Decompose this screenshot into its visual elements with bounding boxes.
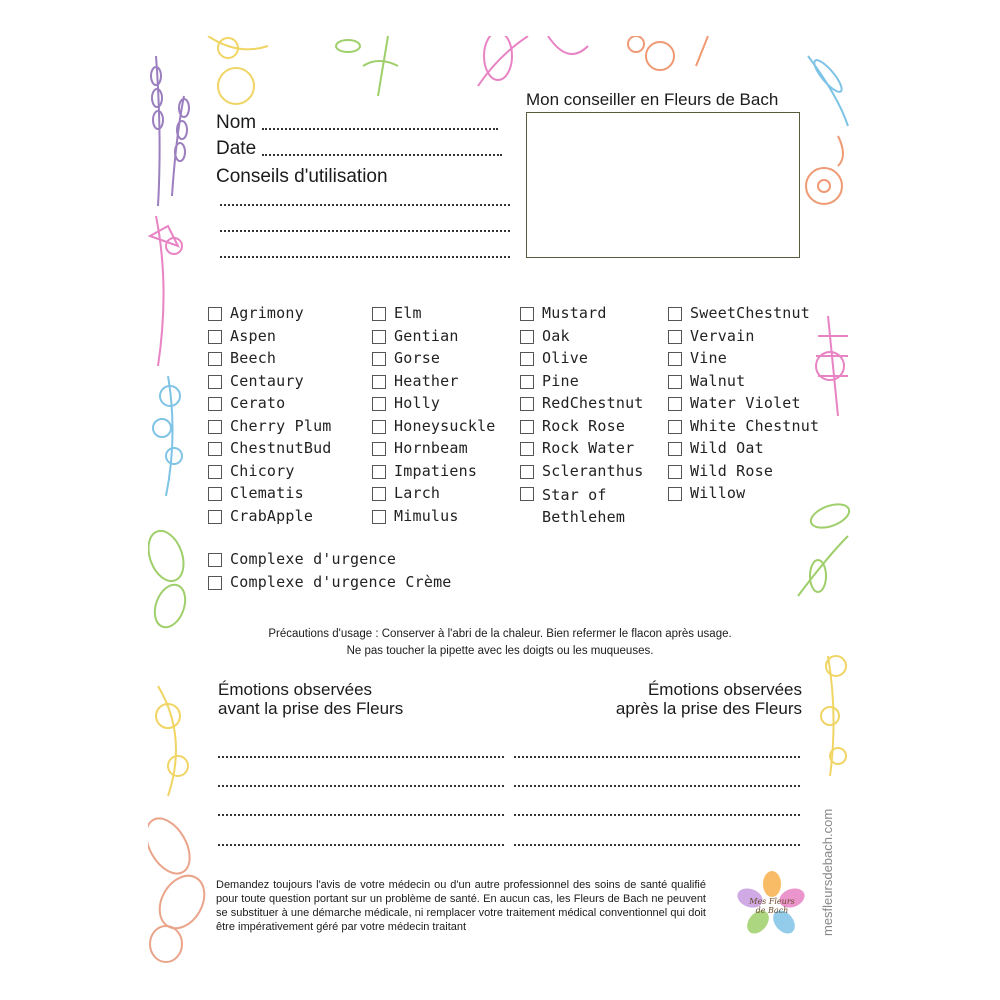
usage-label: Conseils d'utilisation bbox=[216, 166, 388, 187]
flower-sprig-icon bbox=[150, 216, 182, 366]
flower-holly[interactable]: Holly bbox=[372, 394, 496, 417]
checkbox[interactable] bbox=[208, 465, 222, 479]
checkbox[interactable] bbox=[668, 330, 682, 344]
checkbox[interactable] bbox=[668, 442, 682, 456]
checkbox[interactable] bbox=[372, 397, 386, 411]
flower-column-3 bbox=[520, 304, 644, 528]
flower-honeysuckle[interactable]: Honeysuckle bbox=[372, 417, 496, 440]
flower-cherry-plum[interactable]: Cherry Plum bbox=[208, 417, 332, 440]
flower-mustard[interactable]: Mustard bbox=[520, 304, 644, 327]
flower-rock-water[interactable]: Rock Water bbox=[520, 439, 644, 462]
usage-heading bbox=[216, 166, 388, 188]
flower-sweet-chestnut[interactable]: SweetChestnut bbox=[668, 304, 819, 327]
flower-chestnut-bud[interactable]: ChestnutBud bbox=[208, 439, 332, 462]
emotions-after-line[interactable] bbox=[514, 785, 800, 787]
checkbox[interactable] bbox=[372, 307, 386, 321]
advisor-stamp-box[interactable] bbox=[526, 112, 800, 258]
flower-chicory[interactable]: Chicory bbox=[208, 462, 332, 485]
checkbox[interactable] bbox=[520, 397, 534, 411]
flower-pine[interactable]: Pine bbox=[520, 372, 644, 395]
checkbox[interactable] bbox=[372, 442, 386, 456]
flower-clematis[interactable]: Clematis bbox=[208, 484, 332, 507]
flower-olive[interactable]: Olive bbox=[520, 349, 644, 372]
checkbox[interactable] bbox=[372, 352, 386, 366]
flower-sprig-icon bbox=[336, 36, 398, 96]
advisor-title: Mon conseiller en Fleurs de Bach bbox=[526, 90, 779, 109]
date-label: Date bbox=[216, 138, 257, 159]
flower-impatiens[interactable]: Impatiens bbox=[372, 462, 496, 485]
flower-elm[interactable]: Elm bbox=[372, 304, 496, 327]
checkbox[interactable] bbox=[520, 352, 534, 366]
flower-sprig-icon bbox=[153, 376, 182, 496]
flower-sprig-icon bbox=[816, 316, 848, 416]
checkbox[interactable] bbox=[208, 330, 222, 344]
flower-hornbeam[interactable]: Hornbeam bbox=[372, 439, 496, 462]
checkbox[interactable] bbox=[520, 465, 534, 479]
flower-larch[interactable]: Larch bbox=[372, 484, 496, 507]
logo-text-line-1: Mes Fleurs bbox=[749, 897, 795, 906]
flower-column-4 bbox=[668, 304, 819, 507]
flower-sprig-icon bbox=[478, 36, 588, 86]
emotions-before-line[interactable] bbox=[218, 814, 504, 816]
flower-water-violet[interactable]: Water Violet bbox=[668, 394, 819, 417]
checkbox[interactable] bbox=[668, 465, 682, 479]
checkbox[interactable] bbox=[372, 420, 386, 434]
flower-sprig-icon bbox=[808, 56, 848, 126]
checkbox[interactable] bbox=[208, 487, 222, 501]
checkbox[interactable] bbox=[208, 510, 222, 524]
checkbox[interactable] bbox=[520, 487, 534, 501]
usage-line-1[interactable] bbox=[220, 204, 510, 206]
name-field[interactable] bbox=[216, 112, 498, 134]
name-line[interactable] bbox=[262, 127, 498, 130]
flower-sprig-icon bbox=[156, 686, 188, 796]
checkbox[interactable] bbox=[520, 420, 534, 434]
flower-column-2 bbox=[372, 304, 496, 529]
flower-star-of-bethlehem[interactable]: Star of Bethlehem bbox=[520, 484, 620, 528]
flower-mimulus[interactable]: Mimulus bbox=[372, 507, 496, 530]
lavender-icon bbox=[151, 56, 189, 206]
flower-white-chestnut[interactable]: White Chestnut bbox=[668, 417, 819, 440]
flower-sprig-icon bbox=[806, 136, 843, 204]
checkbox[interactable] bbox=[208, 375, 222, 389]
flower-heather[interactable]: Heather bbox=[372, 372, 496, 395]
precautions-notice bbox=[148, 626, 852, 660]
urgent-complex-cream[interactable]: Complexe d'urgence Crème bbox=[208, 573, 452, 596]
flower-crab-apple[interactable]: CrabApple bbox=[208, 507, 332, 530]
checkbox[interactable] bbox=[208, 352, 222, 366]
checkbox[interactable] bbox=[520, 375, 534, 389]
emotions-after-line[interactable] bbox=[514, 756, 800, 758]
flower-vervain[interactable]: Vervain bbox=[668, 327, 819, 350]
logo-text-line-2: de Bach bbox=[755, 906, 789, 915]
emotions-after-heading: Émotions observées après la prise des Fleurs bbox=[615, 680, 802, 718]
checkbox[interactable] bbox=[208, 576, 222, 590]
emotions-after-line[interactable] bbox=[514, 844, 800, 846]
urgent-complex[interactable]: Complexe d'urgence bbox=[208, 550, 452, 573]
brand-logo bbox=[736, 868, 808, 940]
checkbox[interactable] bbox=[668, 420, 682, 434]
flower-scleranthus[interactable]: Scleranthus bbox=[520, 462, 644, 485]
checkbox[interactable] bbox=[668, 307, 682, 321]
flower-red-chestnut[interactable]: RedChestnut bbox=[520, 394, 644, 417]
checkbox[interactable] bbox=[668, 487, 682, 501]
checkbox[interactable] bbox=[208, 397, 222, 411]
date-line[interactable] bbox=[262, 153, 502, 156]
leaf-icon bbox=[148, 526, 191, 631]
flower-gentian[interactable]: Gentian bbox=[372, 327, 496, 350]
flower-vine[interactable]: Vine bbox=[668, 349, 819, 372]
leaf-icon bbox=[148, 811, 213, 962]
flower-sprig-icon bbox=[628, 36, 708, 70]
flower-willow[interactable]: Willow bbox=[668, 484, 819, 507]
flower-cerato[interactable]: Cerato bbox=[208, 394, 332, 417]
emotions-after-line[interactable] bbox=[514, 814, 800, 816]
checkbox[interactable] bbox=[520, 307, 534, 321]
urgent-remedies bbox=[208, 550, 452, 595]
checkbox[interactable] bbox=[372, 375, 386, 389]
flower-beech[interactable]: Beech bbox=[208, 349, 332, 372]
checkbox[interactable] bbox=[208, 420, 222, 434]
emotions-before-line[interactable] bbox=[218, 844, 504, 846]
checkbox[interactable] bbox=[372, 510, 386, 524]
leaf-icon bbox=[798, 500, 852, 596]
checkbox[interactable] bbox=[372, 465, 386, 479]
flower-agrimony[interactable]: Agrimony bbox=[208, 304, 332, 327]
emotions-before-line[interactable] bbox=[218, 756, 504, 758]
usage-line-3[interactable] bbox=[220, 256, 510, 258]
flower-wild-rose[interactable]: Wild Rose bbox=[668, 462, 819, 485]
flower-oak[interactable]: Oak bbox=[520, 327, 644, 350]
checkbox[interactable] bbox=[208, 307, 222, 321]
checkbox[interactable] bbox=[208, 442, 222, 456]
name-label: Nom bbox=[216, 112, 257, 133]
checkbox[interactable] bbox=[668, 397, 682, 411]
website-url[interactable]: mesfleursdebach.com bbox=[820, 808, 835, 936]
flower-centaury[interactable]: Centaury bbox=[208, 372, 332, 395]
flower-sprig-icon bbox=[821, 656, 846, 776]
checkbox[interactable] bbox=[372, 330, 386, 344]
checkbox[interactable] bbox=[372, 487, 386, 501]
emotions-before-heading: Émotions observées avant la prise des Fleurs bbox=[218, 680, 404, 718]
website-vertical bbox=[810, 786, 835, 936]
flower-walnut[interactable]: Walnut bbox=[668, 372, 819, 395]
precautions-line-1: Précautions d'usage : Conserver à l'abri de la chaleur. Bien refermer le flacon après usage. bbox=[268, 628, 732, 640]
checkbox[interactable] bbox=[208, 553, 222, 567]
usage-line-2[interactable] bbox=[220, 230, 510, 232]
checkbox[interactable] bbox=[520, 442, 534, 456]
flower-gorse[interactable]: Gorse bbox=[372, 349, 496, 372]
flower-rock-rose[interactable]: Rock Rose bbox=[520, 417, 644, 440]
checkbox[interactable] bbox=[668, 352, 682, 366]
checkbox[interactable] bbox=[668, 375, 682, 389]
flower-aspen[interactable]: Aspen bbox=[208, 327, 332, 350]
flower-column-1 bbox=[208, 304, 332, 529]
precautions-line-2: Ne pas toucher la pipette avec les doigts ou les muqueuses. bbox=[346, 645, 654, 657]
flower-wild-oat[interactable]: Wild Oat bbox=[668, 439, 819, 462]
checkbox[interactable] bbox=[520, 330, 534, 344]
flower-sprig-icon bbox=[208, 36, 268, 104]
emotions-before-line[interactable] bbox=[218, 785, 504, 787]
form-sheet bbox=[148, 36, 852, 964]
date-field[interactable] bbox=[216, 138, 502, 160]
medical-disclaimer: Demandez toujours l'avis de votre médecin ou d'un autre professionnel des soins de santé qualifié pour toute question portant sur un problème de santé. En aucun cas, les Fleurs de Bach ne peuvent se substituer à une démarche médicale, ni remplacer votre traitement médical conventionnel qui doit être impérativement géré par votre médecin traitant bbox=[216, 879, 706, 933]
